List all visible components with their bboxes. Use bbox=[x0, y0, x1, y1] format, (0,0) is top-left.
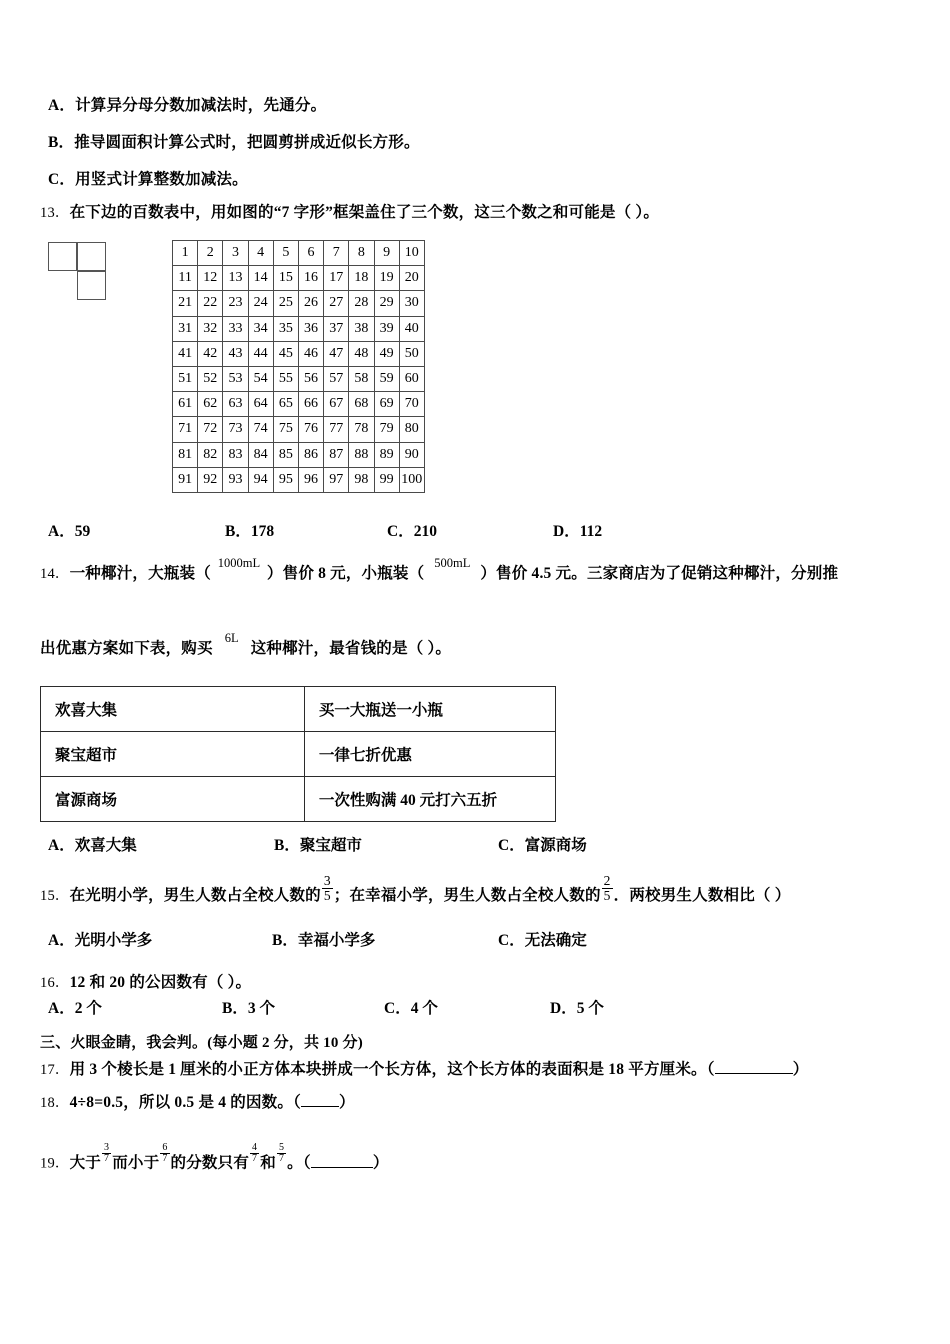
hundred-chart-cell: 14 bbox=[248, 266, 273, 291]
hundred-chart-row bbox=[173, 392, 425, 417]
q19-number: 19． bbox=[40, 1155, 70, 1172]
hundred-chart-row bbox=[173, 366, 425, 391]
hundred-chart-cell: 72 bbox=[198, 417, 223, 442]
q16-option-c: C．4 个 bbox=[384, 1000, 438, 1017]
hundred-chart-cell: 55 bbox=[273, 366, 298, 391]
hundred-chart-cell: 3 bbox=[223, 241, 248, 266]
hundred-chart-cell: 15 bbox=[273, 266, 298, 291]
hundred-chart-cell: 85 bbox=[273, 442, 298, 467]
hundred-chart-cell: 95 bbox=[273, 467, 298, 492]
hundred-chart-cell: 89 bbox=[374, 442, 399, 467]
q14-stem-part2: ）售价 8 元，小瓶装（ bbox=[266, 565, 425, 582]
hundred-chart-cell: 43 bbox=[223, 341, 248, 366]
store-name-cell: 富源商场 bbox=[41, 777, 305, 822]
q19-answer-blank[interactable] bbox=[311, 1154, 373, 1168]
promotion-table-row bbox=[41, 777, 556, 822]
hundred-chart-cell: 17 bbox=[324, 266, 349, 291]
q13-option-c: C．210 bbox=[387, 523, 437, 540]
hundred-chart-cell: 57 bbox=[324, 366, 349, 391]
q15-options bbox=[48, 928, 918, 950]
hundred-chart-cell: 78 bbox=[349, 417, 374, 442]
hundred-chart-cell: 26 bbox=[298, 291, 323, 316]
hundred-chart-cell: 48 bbox=[349, 341, 374, 366]
q13-options bbox=[48, 519, 918, 541]
hundred-chart-cell: 60 bbox=[399, 366, 424, 391]
hundred-chart-cell: 18 bbox=[349, 266, 374, 291]
q15-option-a: A．光明小学多 bbox=[48, 932, 153, 949]
q16-stem bbox=[40, 973, 251, 992]
q12-option-b: B．推导圆面积计算公式时，把圆剪拼成近似长方形。 bbox=[48, 134, 420, 151]
hundred-chart-cell: 12 bbox=[198, 266, 223, 291]
promotion-table-row bbox=[41, 732, 556, 777]
hundred-chart-cell: 41 bbox=[173, 341, 198, 366]
q13-number: 13． bbox=[40, 205, 70, 221]
q17-stem-tail: ） bbox=[792, 1061, 809, 1078]
q15-stem-part1: 在光明小学，男生人数占全校人数的 bbox=[69, 887, 321, 905]
q14-option-c: C．富源商场 bbox=[498, 837, 587, 854]
promotion-table-row bbox=[41, 687, 556, 732]
hundred-chart-row bbox=[173, 442, 425, 467]
hundred-chart-cell: 46 bbox=[298, 341, 323, 366]
q18-stem-text: 4÷8=0.5，所以 0.5 是 4 的因数。（ bbox=[69, 1094, 301, 1111]
q15-option-b: B．幸福小学多 bbox=[272, 932, 376, 949]
hundred-chart-row bbox=[173, 467, 425, 492]
q17-number: 17． bbox=[40, 1062, 70, 1078]
q14-stem-part4: 出优惠方案如下表，购买 bbox=[40, 640, 213, 657]
hundred-chart-cell: 63 bbox=[223, 392, 248, 417]
q18-stem-tail: ） bbox=[339, 1094, 355, 1111]
hundred-chart-cell: 69 bbox=[374, 392, 399, 417]
fraction-five-sevenths: $\frac{5}{7}$ bbox=[278, 1142, 285, 1164]
q13-option-d: D．112 bbox=[553, 523, 603, 540]
q18-number: 18． bbox=[40, 1095, 70, 1111]
hundred-chart-cell: 49 bbox=[374, 341, 399, 366]
hundred-chart-cell: 90 bbox=[399, 442, 424, 467]
frame-cell-bottom-right bbox=[77, 271, 106, 300]
q15-option-c: C．无法确定 bbox=[498, 932, 587, 949]
q17-answer-blank[interactable] bbox=[715, 1060, 793, 1074]
q16-number: 16． bbox=[40, 975, 70, 991]
hundred-chart-cell: 13 bbox=[223, 266, 248, 291]
hundred-chart-cell: 21 bbox=[173, 291, 198, 316]
hundred-chart-cell: 36 bbox=[298, 316, 323, 341]
q14-number: 14． bbox=[40, 566, 70, 582]
q15-stem bbox=[40, 873, 791, 906]
hundred-chart-cell: 31 bbox=[173, 316, 198, 341]
q14-stem-line1 bbox=[40, 556, 839, 583]
fraction-four-sevenths: $\frac{4}{7}$ bbox=[252, 1142, 258, 1164]
q12-option-a: A．计算异分母分数加减法时，先通分。 bbox=[48, 97, 327, 114]
hundred-chart-cell: 82 bbox=[198, 442, 223, 467]
hundred-chart-row bbox=[173, 417, 425, 442]
hundred-chart-cell: 98 bbox=[349, 467, 374, 492]
hundred-chart-cell: 29 bbox=[374, 291, 399, 316]
hundred-chart-cell: 30 bbox=[399, 291, 424, 316]
hundred-chart-cell: 68 bbox=[349, 392, 374, 417]
hundred-chart-cell: 70 bbox=[399, 392, 424, 417]
hundred-chart-cell: 66 bbox=[298, 392, 323, 417]
frame-cell-top-right bbox=[77, 242, 106, 271]
hundred-chart-row bbox=[173, 291, 425, 316]
hundred-chart-cell: 23 bbox=[223, 291, 248, 316]
hundred-chart-cell: 42 bbox=[198, 341, 223, 366]
fraction-three-sevenths: $\frac{3}{7}$ bbox=[104, 1142, 110, 1164]
q19-stem bbox=[40, 1142, 389, 1173]
purchase-volume: 6L bbox=[224, 631, 239, 645]
q18-stem bbox=[40, 1093, 355, 1112]
hundred-chart-cell: 33 bbox=[223, 316, 248, 341]
q12-option-c: C．用竖式计算整数加减法。 bbox=[48, 171, 248, 188]
hundred-chart-cell: 4 bbox=[248, 241, 273, 266]
hundred-chart-cell: 75 bbox=[273, 417, 298, 442]
q16-options bbox=[48, 996, 918, 1018]
hundred-chart-cell: 37 bbox=[324, 316, 349, 341]
q16-option-a: A．2 个 bbox=[48, 1000, 102, 1017]
hundred-chart-cell: 62 bbox=[198, 392, 223, 417]
hundred-chart-cell: 80 bbox=[399, 417, 424, 442]
hundred-chart-cell: 100 bbox=[399, 467, 424, 492]
q13-stem-text: 在下边的百数表中，用如图的“7 字形”框架盖住了三个数，这三个数之和可能是（ ）。 bbox=[69, 204, 660, 221]
hundred-chart-cell: 73 bbox=[223, 417, 248, 442]
hundred-chart-cell: 99 bbox=[374, 467, 399, 492]
hundred-chart-cell: 56 bbox=[298, 366, 323, 391]
hundred-chart-row bbox=[173, 266, 425, 291]
hundred-chart-cell: 61 bbox=[173, 392, 198, 417]
hundred-chart-cell: 2 bbox=[198, 241, 223, 266]
q13-option-b: B．178 bbox=[225, 523, 275, 540]
store-offer-cell: 买一大瓶送一小瓶 bbox=[304, 687, 555, 732]
hundred-chart-cell: 94 bbox=[248, 467, 273, 492]
hundred-chart-cell: 53 bbox=[223, 366, 248, 391]
section-3-heading: 三、火眼金睛，我会判。(每小题 2 分，共 10 分) bbox=[40, 1035, 363, 1051]
frame-cell-top-left bbox=[48, 242, 77, 271]
hundred-chart-cell: 38 bbox=[349, 316, 374, 341]
hundred-chart-cell: 71 bbox=[173, 417, 198, 442]
hundred-chart-cell: 91 bbox=[173, 467, 198, 492]
hundred-chart-cell: 52 bbox=[198, 366, 223, 391]
hundred-chart-row bbox=[173, 316, 425, 341]
hundred-chart-cell: 83 bbox=[223, 442, 248, 467]
hundred-chart-cell: 84 bbox=[248, 442, 273, 467]
q14-stem-line2 bbox=[40, 631, 452, 658]
q19-tail: ） bbox=[372, 1154, 389, 1172]
q18-answer-blank[interactable] bbox=[301, 1093, 339, 1107]
fraction-six-sevenths: $\frac{6}{7}$ bbox=[162, 1142, 168, 1164]
hundred-chart-cell: 97 bbox=[324, 467, 349, 492]
hundred-chart-cell: 54 bbox=[248, 366, 273, 391]
hundred-chart-cell: 65 bbox=[273, 392, 298, 417]
hundred-chart-cell: 27 bbox=[324, 291, 349, 316]
hundred-chart-cell: 58 bbox=[349, 366, 374, 391]
hundred-chart-cell: 20 bbox=[399, 266, 424, 291]
hundred-chart-cell: 10 bbox=[399, 241, 424, 266]
hundred-chart-cell: 64 bbox=[248, 392, 273, 417]
hundred-chart-cell: 74 bbox=[248, 417, 273, 442]
q14-option-a: A．欢喜大集 bbox=[48, 837, 137, 854]
q19-part3: 的分数只有 bbox=[170, 1154, 250, 1172]
hundred-chart-cell: 50 bbox=[399, 341, 424, 366]
q19-part1: 大于 bbox=[69, 1154, 102, 1172]
hundred-chart-cell: 79 bbox=[374, 417, 399, 442]
q19-part4: 和 bbox=[260, 1154, 276, 1172]
hundred-chart-cell: 6 bbox=[298, 241, 323, 266]
hundred-chart-cell: 32 bbox=[198, 316, 223, 341]
store-name-cell: 聚宝超市 bbox=[41, 732, 305, 777]
q15-stem-part3: ．两校男生人数相比（ ） bbox=[613, 887, 791, 905]
q14-stem-part3: ）售价 4.5 元。三家商店为了促销这种椰汁，分别推 bbox=[480, 565, 839, 582]
hundred-chart-cell: 44 bbox=[248, 341, 273, 366]
hundred-chart-cell: 67 bbox=[324, 392, 349, 417]
hundred-chart-cell: 11 bbox=[173, 266, 198, 291]
hundred-chart-cell: 1 bbox=[173, 241, 198, 266]
hundred-chart-row bbox=[173, 341, 425, 366]
q13-stem bbox=[40, 203, 659, 222]
hundred-chart-cell: 93 bbox=[223, 467, 248, 492]
hundred-chart-cell: 8 bbox=[349, 241, 374, 266]
hundred-chart-cell: 28 bbox=[349, 291, 374, 316]
hundred-chart-cell: 45 bbox=[273, 341, 298, 366]
hundred-chart-cell: 87 bbox=[324, 442, 349, 467]
hundred-chart-cell: 76 bbox=[298, 417, 323, 442]
q16-stem-text: 12 和 20 的公因数有（ ）。 bbox=[69, 974, 252, 991]
hundred-chart-cell: 81 bbox=[173, 442, 198, 467]
hundred-chart-cell: 96 bbox=[298, 467, 323, 492]
hundred-chart-row bbox=[173, 241, 425, 266]
q14-stem-part5: 这种椰汁，最省钱的是（ ）。 bbox=[250, 640, 452, 657]
fraction-three-fifths: $\frac{3}{5}$ bbox=[323, 873, 331, 903]
hundred-number-chart bbox=[172, 240, 425, 493]
hundred-chart-cell: 22 bbox=[198, 291, 223, 316]
hundred-chart-cell: 39 bbox=[374, 316, 399, 341]
hundred-chart-cell: 47 bbox=[324, 341, 349, 366]
q13-option-a: A．59 bbox=[48, 523, 91, 540]
store-offer-cell: 一律七折优惠 bbox=[304, 732, 555, 777]
hundred-chart-cell: 24 bbox=[248, 291, 273, 316]
big-bottle-volume: 1000mL bbox=[217, 556, 261, 570]
hundred-chart-cell: 16 bbox=[298, 266, 323, 291]
store-name-cell: 欢喜大集 bbox=[41, 687, 305, 732]
q17-stem bbox=[40, 1060, 808, 1079]
q14-option-b: B．聚宝超市 bbox=[274, 837, 362, 854]
q14-options bbox=[48, 833, 918, 855]
seven-shape-frame-figure bbox=[48, 242, 106, 300]
hundred-chart-cell: 7 bbox=[324, 241, 349, 266]
hundred-chart-cell: 5 bbox=[273, 241, 298, 266]
q15-number: 15． bbox=[40, 888, 70, 905]
fraction-two-fifths: $\frac{2}{5}$ bbox=[603, 873, 611, 903]
hundred-chart-cell: 77 bbox=[324, 417, 349, 442]
hundred-chart-cell: 92 bbox=[198, 467, 223, 492]
hundred-chart-cell: 86 bbox=[298, 442, 323, 467]
hundred-chart-cell: 88 bbox=[349, 442, 374, 467]
promotion-table bbox=[40, 686, 556, 822]
hundred-chart-cell: 59 bbox=[374, 366, 399, 391]
hundred-chart-cell: 35 bbox=[273, 316, 298, 341]
q19-part5: 。（ bbox=[287, 1154, 311, 1172]
hundred-chart-cell: 40 bbox=[399, 316, 424, 341]
hundred-chart-cell: 51 bbox=[173, 366, 198, 391]
hundred-chart-cell: 9 bbox=[374, 241, 399, 266]
hundred-chart-cell: 19 bbox=[374, 266, 399, 291]
q16-option-b: B．3 个 bbox=[222, 1000, 275, 1017]
q17-stem-text: 用 3 个棱长是 1 厘米的小正方体本块拼成一个长方体，这个长方体的表面积是 18 平方厘米。（ bbox=[69, 1061, 715, 1078]
q16-option-d: D．5 个 bbox=[550, 1000, 604, 1017]
store-offer-cell: 一次性购满 40 元打六五折 bbox=[304, 777, 555, 822]
q19-part2: 而小于 bbox=[112, 1154, 160, 1172]
q15-stem-part2: ；在幸福小学，男生人数占全校人数的 bbox=[333, 887, 601, 905]
hundred-chart-cell: 25 bbox=[273, 291, 298, 316]
q14-stem-part1: 一种椰汁，大瓶装（ bbox=[69, 565, 211, 582]
hundred-chart-cell: 34 bbox=[248, 316, 273, 341]
small-bottle-volume: 500mL bbox=[434, 556, 471, 570]
